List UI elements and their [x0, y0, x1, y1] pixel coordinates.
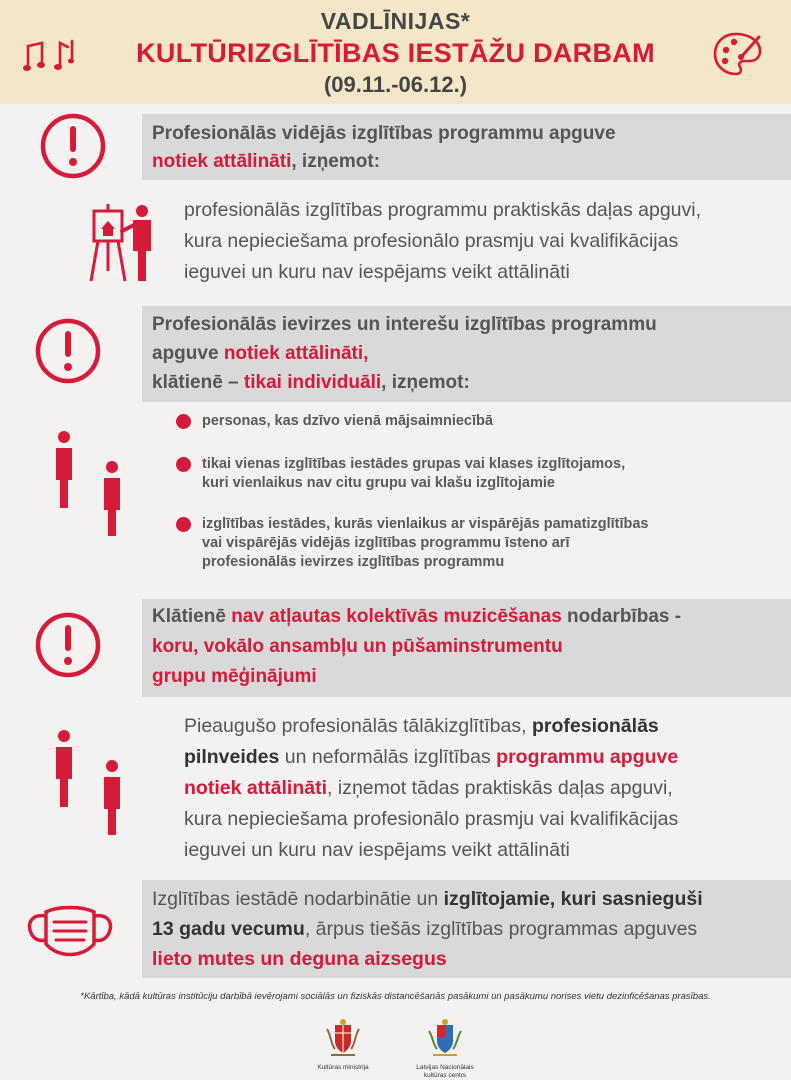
bullet-item — [176, 455, 776, 493]
footnote: *Kārtība, kādā kultūras institūciju darbībā ievērojami sociālās un fiziskās distancēšanās pasākumi un pasākumu norises vietu dezinficēšanas prasības. — [80, 991, 711, 1002]
s2-except: , izņemot: — [381, 372, 470, 393]
s3-activities: nodarbības - — [561, 606, 682, 627]
s1-line-1: Profesionālās vidējās izglītības programmu apguve — [152, 123, 616, 144]
section-2-heading — [142, 306, 791, 402]
s4-p1a: Pieaugušo profesionālās tālākizglītības, — [184, 715, 532, 737]
s5-e: lieto mutes un deguna aizsegus — [152, 948, 447, 970]
exclamation-icon — [34, 317, 102, 385]
painter-easel-icon — [86, 201, 158, 283]
ministry-logo — [308, 1017, 378, 1072]
s1-para-line: kura nepieciešama profesionālo prasmju vai kvalifikācijas — [184, 230, 679, 252]
s1-except: , izņemot: — [291, 151, 381, 172]
ministry-label: Kultūras ministrija — [317, 1064, 369, 1071]
people-icon — [50, 727, 126, 837]
s2-klatiene: klātienē – — [152, 372, 244, 393]
s4-p2a: pilnveides — [184, 746, 280, 768]
s3-not-allowed: nav atļautas kolektīvās muzicēšanas — [231, 606, 562, 627]
palette-icon — [712, 30, 764, 78]
face-mask-icon — [24, 904, 116, 960]
s2-line-1: Profesionālās ievirzes un interešu izglītības programmu — [152, 314, 657, 335]
bullet-text: izglītības iestādes, kurās vienlaikus ar vispārējās pamatizglītības — [202, 516, 649, 532]
s4-p3a: notiek attālināti — [184, 777, 328, 799]
s4-line-5: ieguvei un kuru nav iespējams veikt attālināti — [184, 839, 570, 861]
page-title: VADLĪNIJAS* — [320, 8, 471, 34]
bullet-text: personas, kas dzīvo vienā mājsaimniecībā — [202, 413, 493, 429]
s5-d: , ārpus tiešās izglītības programmas apguves — [304, 918, 698, 940]
s1-para-line: profesionālās izglītības programmu praktiskās daļas apguvi, — [184, 199, 702, 221]
s5-line-3 — [152, 944, 781, 974]
bullet-text: vai vispārējās vidējās izglītības programmu īsteno arī — [202, 535, 570, 551]
bullet-dot — [176, 517, 191, 532]
date-range: (09.11.-06.12.) — [323, 72, 468, 97]
s2-remote: notiek attālināti, — [223, 343, 369, 364]
s4-line-1 — [184, 711, 784, 742]
s3-line-1 — [152, 602, 781, 632]
bullet-item — [176, 515, 776, 572]
culture-centre-logo — [400, 1017, 490, 1080]
s5-line-1 — [152, 884, 781, 914]
people-icon — [50, 428, 126, 538]
s1-para-line: ieguvei un kuru nav iespējams veikt attālināti — [184, 261, 570, 283]
s5-b: izglītojamie, kuri sasnieguši — [443, 888, 703, 910]
s3-line-2: koru, vokālo ansambļu un pūšaminstrumentu — [152, 636, 563, 657]
bullet-dot — [176, 414, 191, 429]
centre-label-1: Latvijas Nacionālais — [416, 1064, 474, 1071]
coat-of-arms-icon — [425, 1017, 465, 1061]
s4-p3b: , izņemot tādas praktiskās daļas apguvi, — [327, 777, 673, 799]
s1-remote: notiek attālināti — [152, 151, 292, 172]
s2-line-3 — [152, 368, 781, 397]
coat-of-arms-icon — [323, 1017, 363, 1061]
exclamation-icon — [39, 112, 107, 180]
s4-line-4: kura nepieciešama profesionālo prasmju vai kvalifikācijas — [184, 808, 679, 830]
s2-individual: tikai individuāli — [243, 372, 382, 393]
section-1-text — [184, 195, 784, 288]
s4-line-2 — [184, 742, 784, 773]
page-subtitle: KULTŪRIZGLĪTĪBAS IESTĀŽU DARBAM — [136, 38, 655, 68]
s5-c: 13 gadu vecumu — [152, 918, 305, 940]
s2-apguve: apguve — [152, 343, 224, 364]
s4-p2b: un neformālās izglītības — [279, 746, 497, 768]
bullet-text: kuri vienlaikus nav citu grupu vai klašu izglītojamie — [202, 475, 555, 491]
s4-p2c: programmu apguve — [496, 746, 679, 768]
centre-label-2: kultūras centrs — [423, 1072, 467, 1079]
s4-p1b: profesionālās — [531, 715, 659, 737]
s3-line-3: grupu mēģinājumi — [152, 666, 317, 687]
bullet-text: tikai vienas izglītības iestādes grupas vai klases izglītojamos, — [202, 456, 626, 472]
section-4-text — [184, 711, 784, 866]
exclamation-icon — [34, 611, 102, 679]
s2-line-2 — [152, 339, 781, 368]
header — [0, 0, 791, 104]
s4-line-3 — [184, 773, 784, 804]
section-1-heading — [142, 114, 791, 180]
bullet-text: profesionālās ievirzes izglītības programmu — [202, 554, 505, 570]
s5-line-2 — [152, 914, 781, 944]
s5-a: Izglītības iestādē nodarbinātie un — [152, 888, 444, 910]
section-5-text — [142, 880, 791, 978]
s1-line-2 — [152, 148, 781, 176]
section-3-heading — [142, 599, 791, 697]
bullet-item — [176, 412, 776, 431]
s3-klatiene: Klātienē — [152, 606, 232, 627]
bullet-dot — [176, 457, 191, 472]
